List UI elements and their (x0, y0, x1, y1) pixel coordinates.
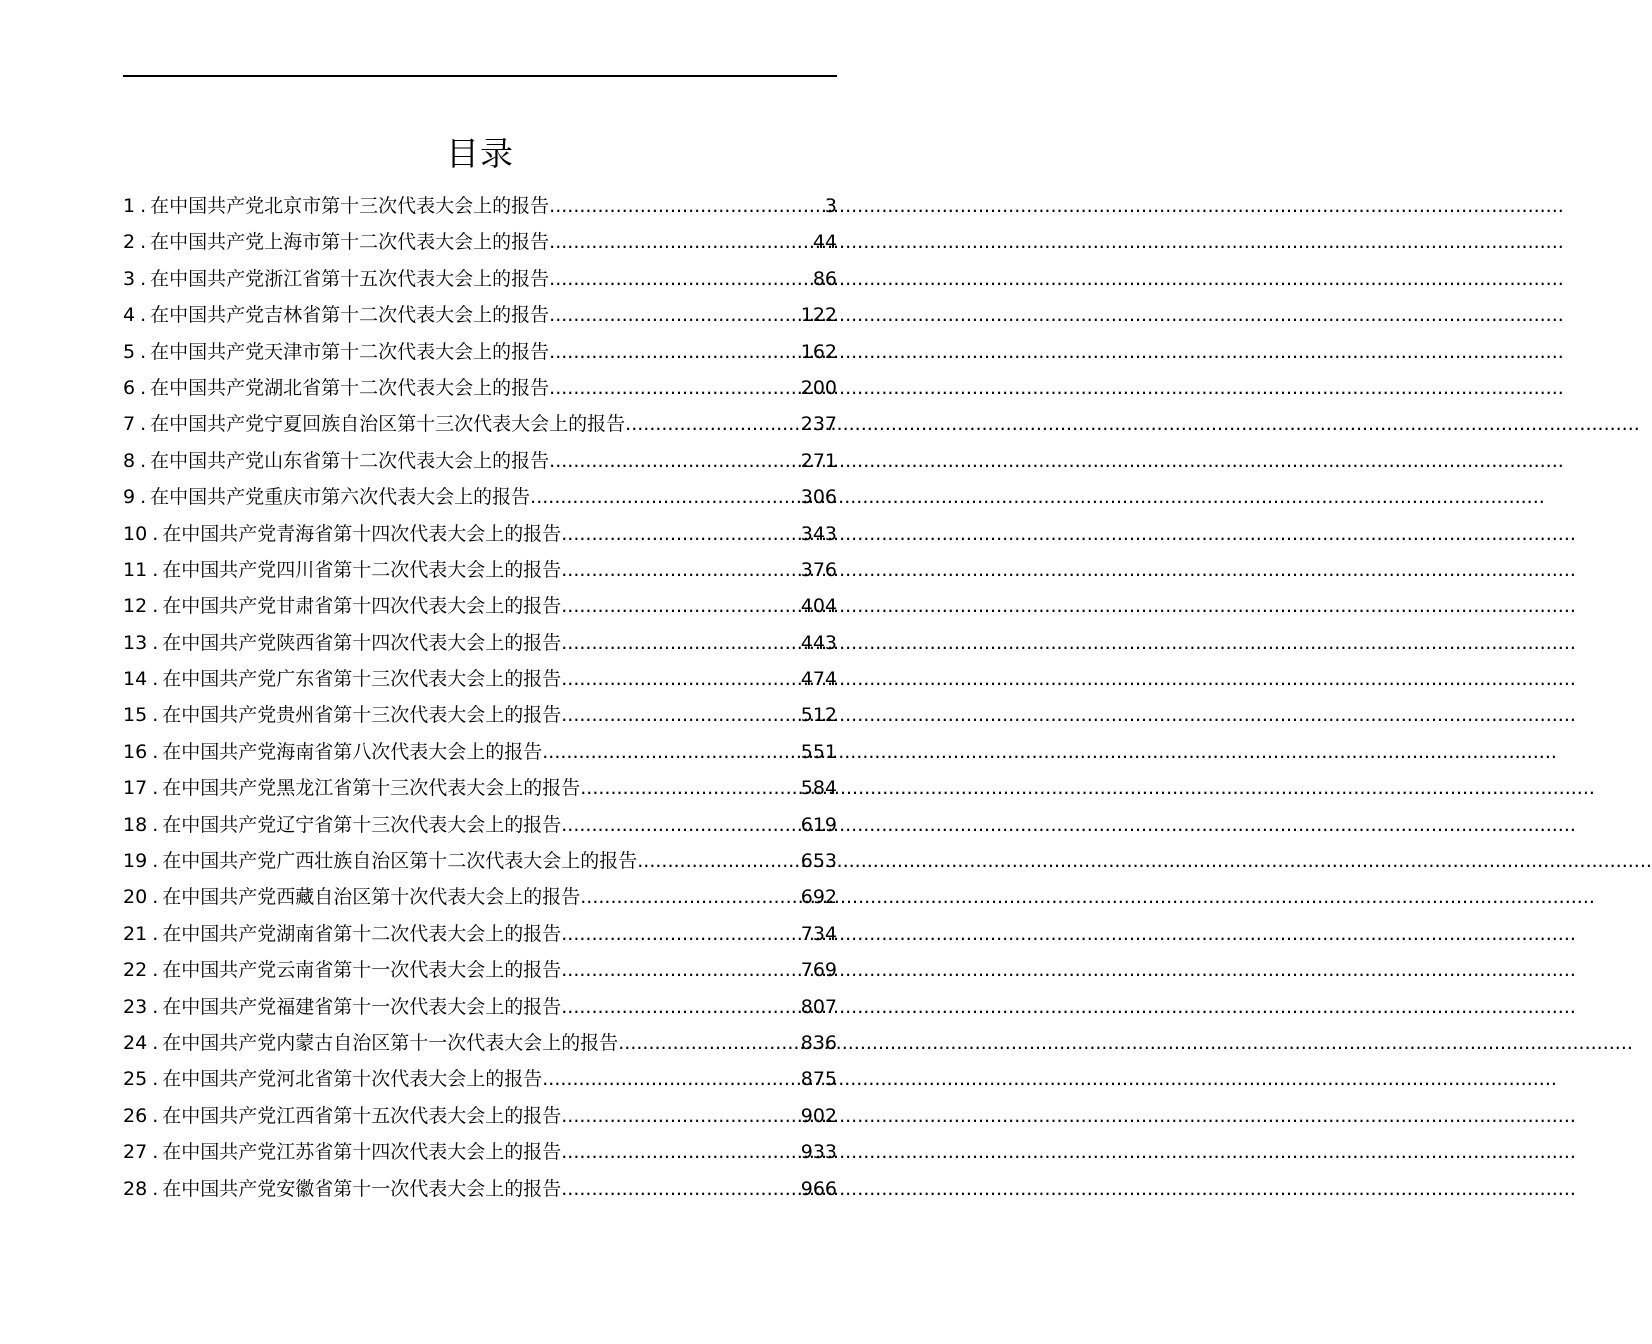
toc-entry[interactable] (123, 261, 837, 297)
toc-entry-title: 在中国共产党黑龙江省第十三次代表大会上的报告 (162, 777, 581, 800)
toc-dot-leader (618, 1025, 800, 1061)
toc-dot-leader (549, 188, 825, 224)
toc-dot-leader (561, 516, 800, 552)
toc-entry-number: 5 (123, 340, 136, 363)
toc-entry[interactable] (123, 552, 837, 588)
toc-entry-page-number: 653 (800, 850, 837, 873)
toc-entry[interactable] (123, 879, 837, 915)
toc-entry-title: 在中国共产党宁夏回族自治区第十三次代表大会上的报告 (150, 413, 626, 436)
toc-entry-title: 在中国共产党陕西省第十四次代表大会上的报告 (162, 631, 562, 654)
toc-entry-title: 在中国共产党云南省第十一次代表大会上的报告 (162, 959, 562, 982)
toc-entry-separator: . (152, 631, 159, 654)
toc-dot-leader (549, 261, 813, 297)
toc-entry-page-number: 836 (800, 1031, 837, 1054)
toc-entry[interactable] (123, 989, 837, 1025)
toc-entry-title: 在中国共产党重庆市第六次代表大会上的报告 (150, 486, 531, 509)
toc-entry-separator: . (152, 959, 159, 982)
toc-entry-page-number: 512 (800, 704, 837, 727)
toc-entry[interactable] (123, 224, 837, 260)
toc-entry-separator: . (152, 995, 159, 1018)
toc-entry-title: 在中国共产党天津市第十二次代表大会上的报告 (150, 340, 550, 363)
header-rule (123, 75, 837, 77)
toc-dot-leader (549, 224, 813, 260)
toc-entry-title: 在中国共产党青海省第十四次代表大会上的报告 (162, 522, 562, 545)
toc-entry-page-number: 734 (800, 922, 837, 945)
toc-entry[interactable] (123, 334, 837, 370)
toc-entry-title: 在中国共产党西藏自治区第十次代表大会上的报告 (162, 886, 581, 909)
toc-entry-title: 在中国共产党福建省第十一次代表大会上的报告 (162, 995, 562, 1018)
toc-entry[interactable] (123, 188, 837, 224)
toc-entry-separator: . (140, 231, 147, 254)
toc-entry[interactable] (123, 1134, 837, 1170)
toc-entry-separator: . (140, 195, 147, 217)
toc-entry-page-number: 162 (800, 340, 837, 363)
toc-entry-number: 10 (123, 522, 148, 545)
toc-entry-title: 在中国共产党辽宁省第十三次代表大会上的报告 (162, 813, 562, 836)
toc-entry-number: 3 (123, 267, 136, 290)
toc-entry[interactable] (123, 1025, 837, 1061)
toc-entry[interactable] (123, 807, 837, 843)
toc-entry-title: 在中国共产党广西壮族自治区第十二次代表大会上的报告 (162, 850, 638, 873)
toc-dot-leader (561, 588, 800, 624)
toc-entry-separator: . (140, 486, 147, 509)
toc-entry-page-number: 902 (800, 1104, 837, 1127)
toc-entry-page-number: 584 (800, 777, 837, 800)
toc-entry-separator: . (140, 413, 147, 436)
toc-entry-title: 在中国共产党江西省第十五次代表大会上的报告 (162, 1104, 562, 1127)
toc-entry[interactable] (123, 770, 837, 806)
toc-entry-page-number: 933 (800, 1141, 837, 1164)
toc-dot-leader (561, 625, 800, 661)
toc-entry-separator: . (152, 1104, 159, 1127)
toc-entry[interactable] (123, 1061, 837, 1097)
toc-entry[interactable] (123, 661, 837, 697)
toc-entry-page-number: 3 (824, 195, 837, 217)
toc-entry-number: 26 (123, 1104, 148, 1127)
toc-dot-leader (580, 879, 800, 915)
toc-entry-title: 在中国共产党安徽省第十一次代表大会上的报告 (162, 1177, 562, 1200)
toc-entry-page-number: 306 (800, 486, 837, 509)
toc-entry-separator: . (152, 668, 159, 691)
toc-dot-leader (637, 843, 800, 879)
toc-entry-number: 15 (123, 704, 148, 727)
toc-entry-number: 18 (123, 813, 148, 836)
toc-entry-title: 在中国共产党海南省第八次代表大会上的报告 (162, 740, 543, 763)
toc-dot-leader (561, 1098, 800, 1134)
toc-entry-page-number: 122 (800, 304, 837, 327)
toc-entry-number: 28 (123, 1177, 148, 1200)
toc-dot-leader (549, 370, 801, 406)
toc-entry[interactable] (123, 1098, 837, 1134)
toc-entry-number: 21 (123, 922, 148, 945)
toc-entry-number: 1 (123, 195, 136, 217)
toc-entry-separator: . (140, 304, 147, 327)
table-of-contents (123, 188, 837, 1207)
toc-entry-separator: . (152, 740, 159, 763)
toc-dot-leader (561, 1171, 800, 1207)
toc-dot-leader (549, 297, 801, 333)
toc-dot-leader (549, 443, 801, 479)
toc-entry[interactable] (123, 479, 837, 515)
toc-dot-leader (561, 807, 800, 843)
toc-entry[interactable] (123, 734, 837, 770)
toc-dot-leader (625, 406, 801, 442)
toc-entry[interactable] (123, 370, 837, 406)
toc-entry-page-number: 86 (812, 267, 837, 290)
toc-entry-page-number: 44 (812, 231, 837, 254)
toc-entry[interactable] (123, 625, 837, 661)
toc-dot-leader (530, 479, 801, 515)
toc-entry-page-number: 875 (800, 1068, 837, 1091)
toc-entry-separator: . (152, 886, 159, 909)
toc-entry-title: 在中国共产党山东省第十二次代表大会上的报告 (150, 449, 550, 472)
toc-entry-number: 24 (123, 1031, 148, 1054)
toc-entry-page-number: 376 (800, 558, 837, 581)
toc-entry-number: 17 (123, 777, 148, 800)
toc-entry-page-number: 404 (800, 595, 837, 618)
toc-entry[interactable] (123, 1171, 837, 1207)
toc-entry[interactable] (123, 406, 837, 442)
toc-entry-title: 在中国共产党湖南省第十二次代表大会上的报告 (162, 922, 562, 945)
toc-entry-title: 在中国共产党北京市第十三次代表大会上的报告 (150, 195, 550, 217)
toc-entry-page-number: 343 (800, 522, 837, 545)
toc-entry-page-number: 200 (800, 376, 837, 399)
toc-entry-number: 9 (123, 486, 136, 509)
toc-entry-number: 20 (123, 886, 148, 909)
toc-entry-page-number: 474 (800, 668, 837, 691)
toc-entry-separator: . (140, 376, 147, 399)
toc-entry-number: 6 (123, 376, 136, 399)
toc-entry-page-number: 966 (800, 1177, 837, 1200)
toc-entry-separator: . (152, 850, 159, 873)
toc-entry-title: 在中国共产党湖北省第十二次代表大会上的报告 (150, 376, 550, 399)
toc-entry-page-number: 769 (800, 959, 837, 982)
toc-entry-number: 23 (123, 995, 148, 1018)
toc-entry-separator: . (140, 267, 147, 290)
toc-entry-number: 16 (123, 740, 148, 763)
toc-entry-page-number: 692 (800, 886, 837, 909)
toc-entry[interactable] (123, 916, 837, 952)
page-title: 目录 (446, 134, 514, 173)
toc-entry-number: 13 (123, 631, 148, 654)
toc-dot-leader (561, 552, 800, 588)
toc-entry-page-number: 619 (800, 813, 837, 836)
toc-dot-leader (561, 952, 800, 988)
toc-entry[interactable] (123, 843, 837, 879)
toc-dot-leader (561, 1134, 800, 1170)
toc-dot-leader (561, 989, 800, 1025)
toc-dot-leader (542, 734, 800, 770)
toc-entry-number: 19 (123, 850, 148, 873)
toc-entry-page-number: 551 (800, 740, 837, 763)
toc-entry-title: 在中国共产党浙江省第十五次代表大会上的报告 (150, 267, 550, 290)
toc-entry-number: 27 (123, 1141, 148, 1164)
toc-entry[interactable] (123, 443, 837, 479)
toc-entry-separator: . (152, 1031, 159, 1054)
toc-dot-leader (580, 770, 800, 806)
toc-entry-separator: . (152, 813, 159, 836)
toc-entry-separator: . (152, 1177, 159, 1200)
toc-entry-separator: . (152, 777, 159, 800)
toc-entry-separator: . (152, 558, 159, 581)
toc-entry-separator: . (152, 1068, 159, 1091)
toc-entry-title: 在中国共产党江苏省第十四次代表大会上的报告 (162, 1141, 562, 1164)
toc-dot-leader (549, 334, 801, 370)
toc-entry-title: 在中国共产党广东省第十三次代表大会上的报告 (162, 668, 562, 691)
toc-entry-title: 在中国共产党内蒙古自治区第十一次代表大会上的报告 (162, 1031, 619, 1054)
toc-entry-page-number: 237 (800, 413, 837, 436)
toc-entry-title: 在中国共产党贵州省第十三次代表大会上的报告 (162, 704, 562, 727)
toc-entry-title: 在中国共产党四川省第十二次代表大会上的报告 (162, 558, 562, 581)
toc-entry-separator: . (152, 704, 159, 727)
toc-entry-number: 11 (123, 558, 148, 581)
toc-entry-separator: . (140, 340, 147, 363)
toc-entry-separator: . (152, 1141, 159, 1164)
toc-entry-number: 8 (123, 449, 136, 472)
toc-entry-number: 12 (123, 595, 148, 618)
toc-dot-leader (561, 661, 800, 697)
toc-entry-number: 4 (123, 304, 136, 327)
toc-entry-title: 在中国共产党河北省第十次代表大会上的报告 (162, 1068, 543, 1091)
toc-entry-title: 在中国共产党甘肃省第十四次代表大会上的报告 (162, 595, 562, 618)
toc-entry-number: 7 (123, 413, 136, 436)
toc-dot-leader (542, 1061, 800, 1097)
toc-entry[interactable] (123, 297, 837, 333)
toc-entry[interactable] (123, 697, 837, 733)
toc-entry-number: 22 (123, 959, 148, 982)
toc-entry[interactable] (123, 588, 837, 624)
toc-entry-number: 25 (123, 1068, 148, 1091)
toc-entry-number: 2 (123, 231, 136, 254)
toc-entry-page-number: 807 (800, 995, 837, 1018)
toc-entry-title: 在中国共产党吉林省第十二次代表大会上的报告 (150, 304, 550, 327)
toc-entry-page-number: 443 (800, 631, 837, 654)
toc-entry-separator: . (152, 595, 159, 618)
toc-entry-page-number: 271 (800, 449, 837, 472)
toc-entry-separator: . (152, 922, 159, 945)
toc-entry-number: 14 (123, 668, 148, 691)
toc-dot-leader (561, 697, 800, 733)
toc-dot-leader (561, 916, 800, 952)
toc-entry-separator: . (140, 449, 147, 472)
toc-entry-title: 在中国共产党上海市第十二次代表大会上的报告 (150, 231, 550, 254)
toc-entry-separator: . (152, 522, 159, 545)
toc-entry[interactable] (123, 516, 837, 552)
toc-entry[interactable] (123, 952, 837, 988)
